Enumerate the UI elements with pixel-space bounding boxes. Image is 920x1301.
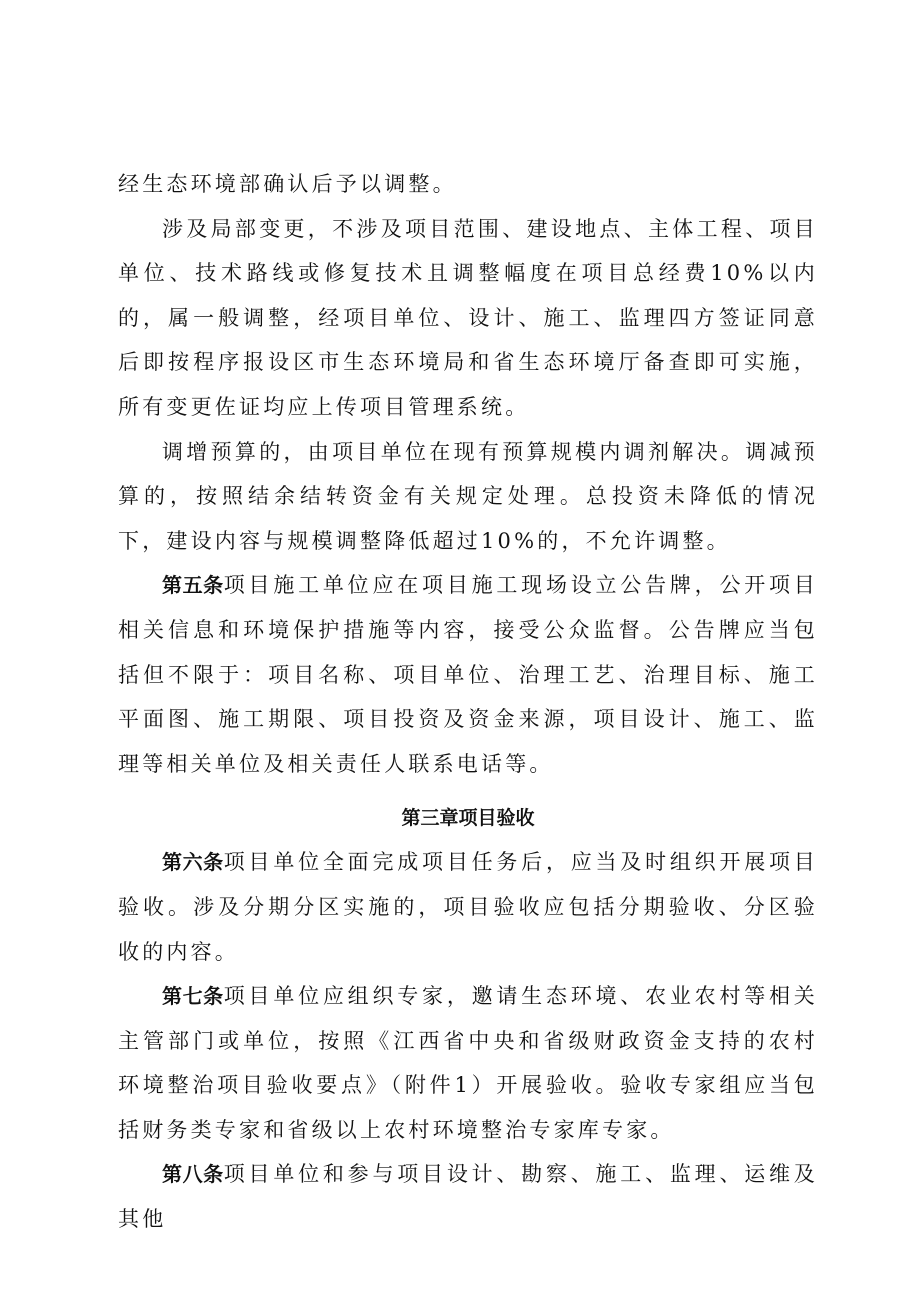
article-7-number: 第七条 — [162, 984, 224, 1009]
paragraph-continuation: 经生态环境部确认后予以调整。 — [118, 172, 457, 196]
paragraph-budget-adjustment: 调增预算的，由项目单位在现有预算规模内调剂解决。调减预算的，按照结余结转资金有关规定处理。总投资未降低的情况下，建设内容与规模调整降低超过10%的，不允许调整。 — [118, 439, 818, 553]
article-5 — [118, 563, 818, 786]
article-5-number: 第五条 — [162, 573, 224, 598]
article-7 — [118, 974, 818, 1152]
article-8-number: 第八条 — [162, 1162, 224, 1187]
article-6-number: 第六条 — [162, 850, 224, 875]
article-8-text: 项目单位和参与项目设计、勘察、施工、监理、运维及其他 — [118, 1162, 818, 1232]
article-6-text: 项目单位全面完成项目任务后，应当及时组织开展项目验收。涉及分期分区实施的，项目验收应包括分期验收、分区验收的内容。 — [118, 850, 818, 964]
article-7-text: 项目单位应组织专家，邀请生态环境、农业农村等相关主管部门或单位，按照《江西省中央和省级财政资金支持的农村环境整治项目验收要点》（附件1）开展验收。验收专家组应当包括财务类专家和省级以上农村环境整治专家库专家。 — [118, 984, 818, 1142]
article-5-text: 项目施工单位应在项目施工现场设立公告牌，公开项目相关信息和环境保护措施等内容，接受公众监督。公告牌应当包括但不限于：项目名称、项目单位、治理工艺、治理目标、施工平面图、施工期限、项目投资及资金来源，项目设计、施工、监理等相关单位及相关责任人联系电话等。 — [118, 573, 818, 776]
article-8 — [118, 1152, 818, 1241]
paragraph-local-change: 涉及局部变更，不涉及项目范围、建设地点、主体工程、项目单位、技术路线或修复技术且调整幅度在项目总经费10%以内的，属一般调整，经项目单位、设计、施工、监理四方签证同意后即按程序报设区市生态环境局和省生态环境厅备查即可实施，所有变更佐证均应上传项目管理系统。 — [118, 216, 818, 419]
article-6 — [118, 840, 818, 974]
chapter-3-heading: 第三章项目验收 — [401, 807, 535, 830]
document-body — [118, 162, 818, 1242]
